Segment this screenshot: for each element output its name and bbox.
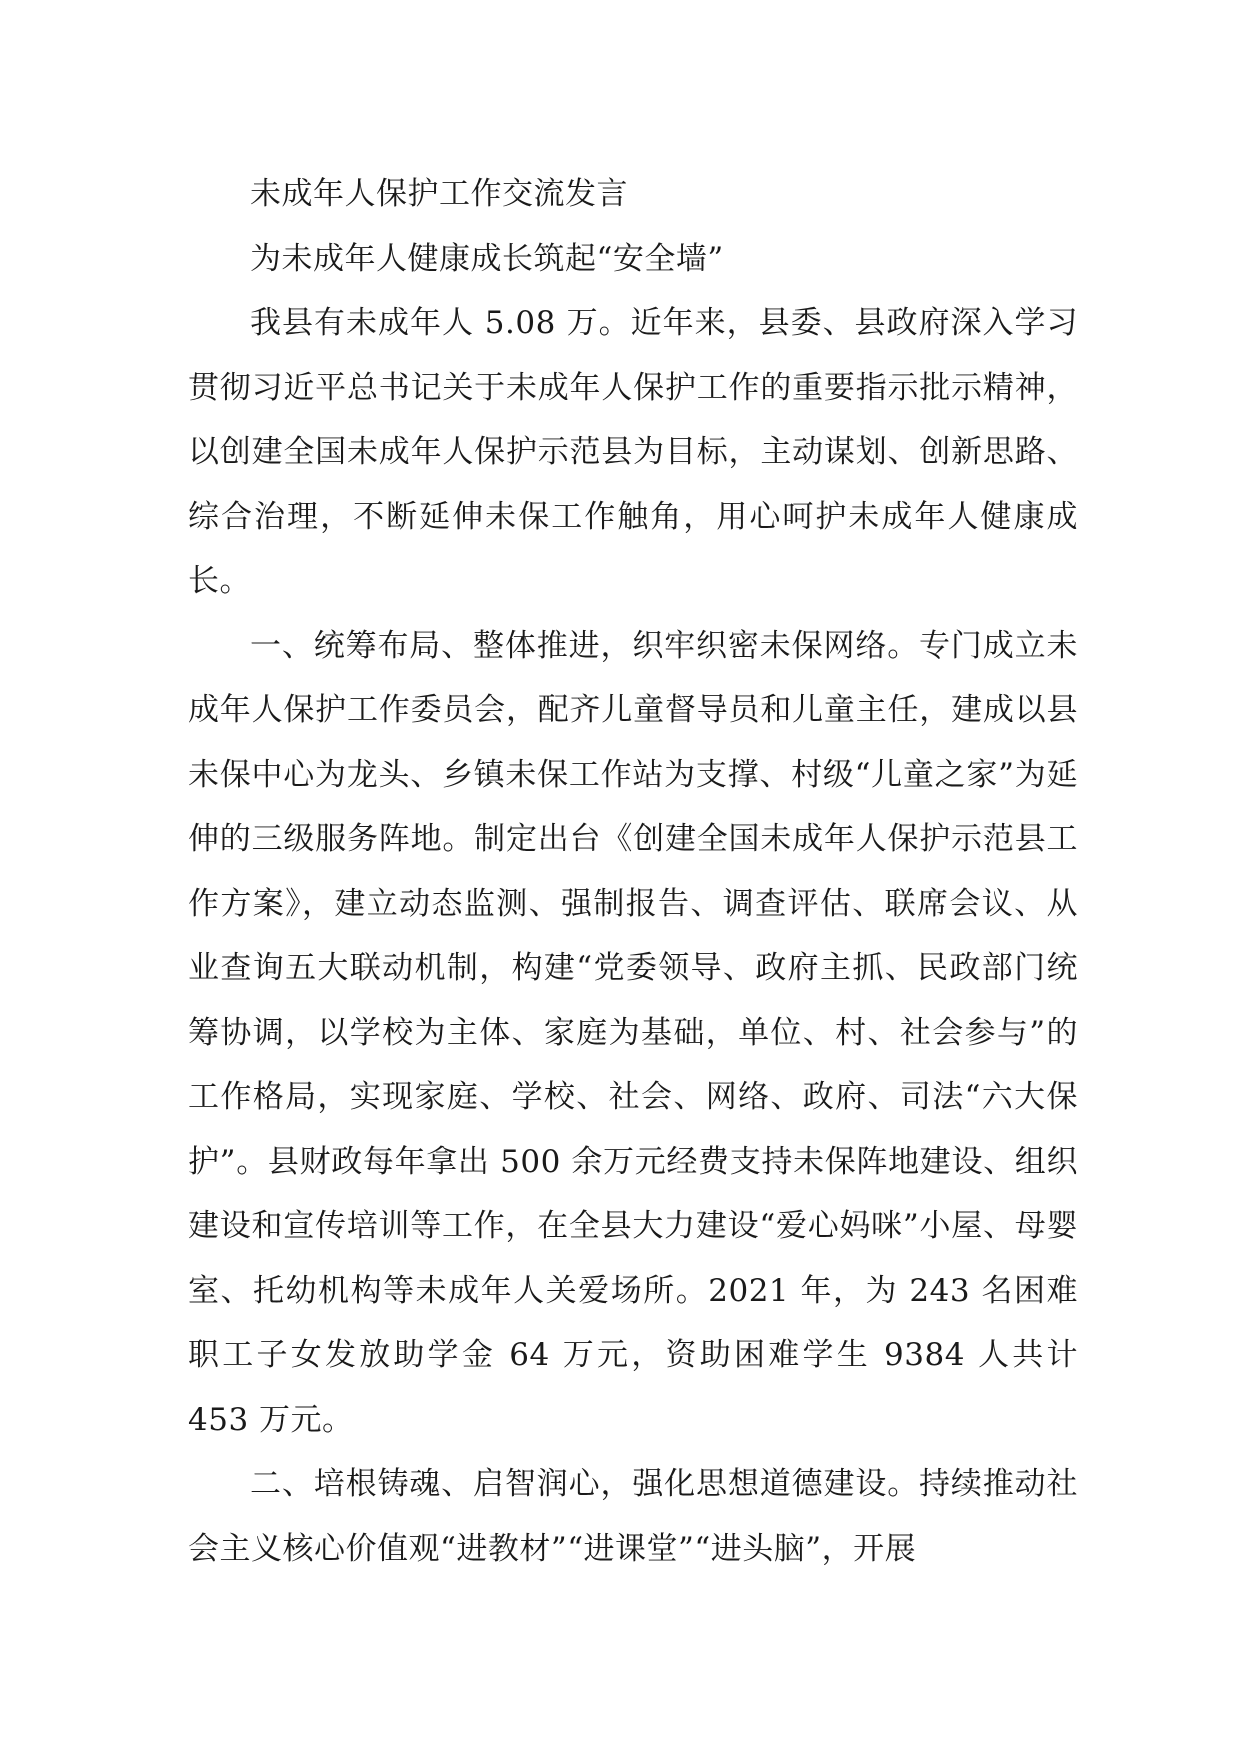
paragraph-section-1: 一、统筹布局、整体推进，织牢织密未保网络。专门成立未成年人保护工作委员会，配齐儿童督导员和儿童主任，建成以县未保中心为龙头、乡镇未保工作站为支撑、村级“儿童之家”为延伸的三级服务阵地。制定出台《创建全国未成年人保护示范县工作方案》，建立动态监测、强制报告、调查评估、联席会议、从业查询五大联动机制，构建“党委领导、政府主抓、民政部门统筹协调，以学校为主体、家庭为基础，单位、村、社会参与”的工作格局，实现家庭、学校、社会、网络、政府、司法“六大保护”。县财政每年拿出 500 余万元经费支持未保阵地建设、组织建设和宣传培训等工作，在全县大力建设“爱心妈咪”小屋、母婴室、托幼机构等未成年人关爱场所。2021 年，为 243 名困难职工子女发放助学金 64 万元，资助困难学生 9384 人共计 453 万元。 <box>188 627 1078 1438</box>
document-subtitle: 为未成年人健康成长筑起“安全墙” <box>250 240 724 277</box>
document-title: 未成年人保护工作交流发言 <box>250 176 628 212</box>
paragraph-intro: 我县有未成年人 5.08 万。近年来，县委、县政府深入学习贯彻习近平总书记关于未成年人保护工作的重要指示批示精神，以创建全国未成年人保护示范县为目标，主动谋划、创新思路、综合治理，不断延伸未保工作触角，用心呵护未成年人健康成长。 <box>188 305 1078 599</box>
paragraph-section-2: 二、培根铸魂、启智润心，强化思想道德建设。持续推动社会主义核心价值观“进教材”“进课堂”“进头脑”，开展 <box>188 1466 1078 1567</box>
document-body <box>188 162 1078 1581</box>
